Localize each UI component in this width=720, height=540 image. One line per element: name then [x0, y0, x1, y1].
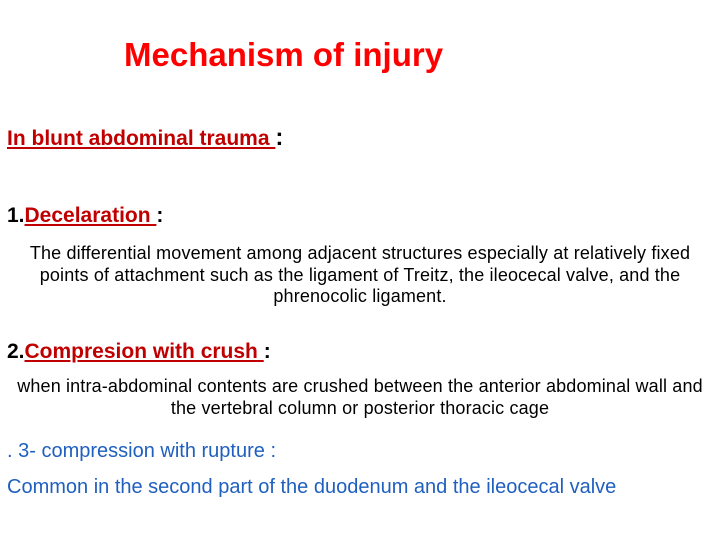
slide-title: Mechanism of injury: [124, 36, 444, 73]
compression-rupture-description: Common in the second part of the duodenum and the ileocecal valve: [7, 476, 617, 498]
deceleration-description: The differential movement among adjacent structures especially at relatively fixed points of attachment such as the ligament of Treitz, the ileocecal valve, and the phrenocolic ligament.: [29, 243, 691, 307]
deceleration-heading: [7, 204, 163, 228]
compression-crush-heading: [7, 340, 271, 364]
blunt-trauma-label: In blunt abdominal trauma: [7, 127, 276, 150]
deceleration-label: Decelaration: [24, 204, 157, 227]
compression-crush-colon: :: [263, 340, 271, 363]
blunt-trauma-colon: :: [275, 124, 284, 151]
deceleration-colon: :: [156, 204, 164, 227]
blunt-trauma-heading: [7, 124, 283, 152]
compression-crush-description: when intra-abdominal contents are crushed between the anterior abdominal wall and the vertebral column or posterior thoracic cage: [17, 376, 703, 418]
deceleration-number: 1.: [7, 204, 25, 227]
compression-rupture-heading: . 3- compression with rupture :: [7, 440, 276, 462]
compression-crush-number: 2.: [7, 340, 25, 363]
compression-crush-label: Compresion with crush: [24, 340, 264, 363]
